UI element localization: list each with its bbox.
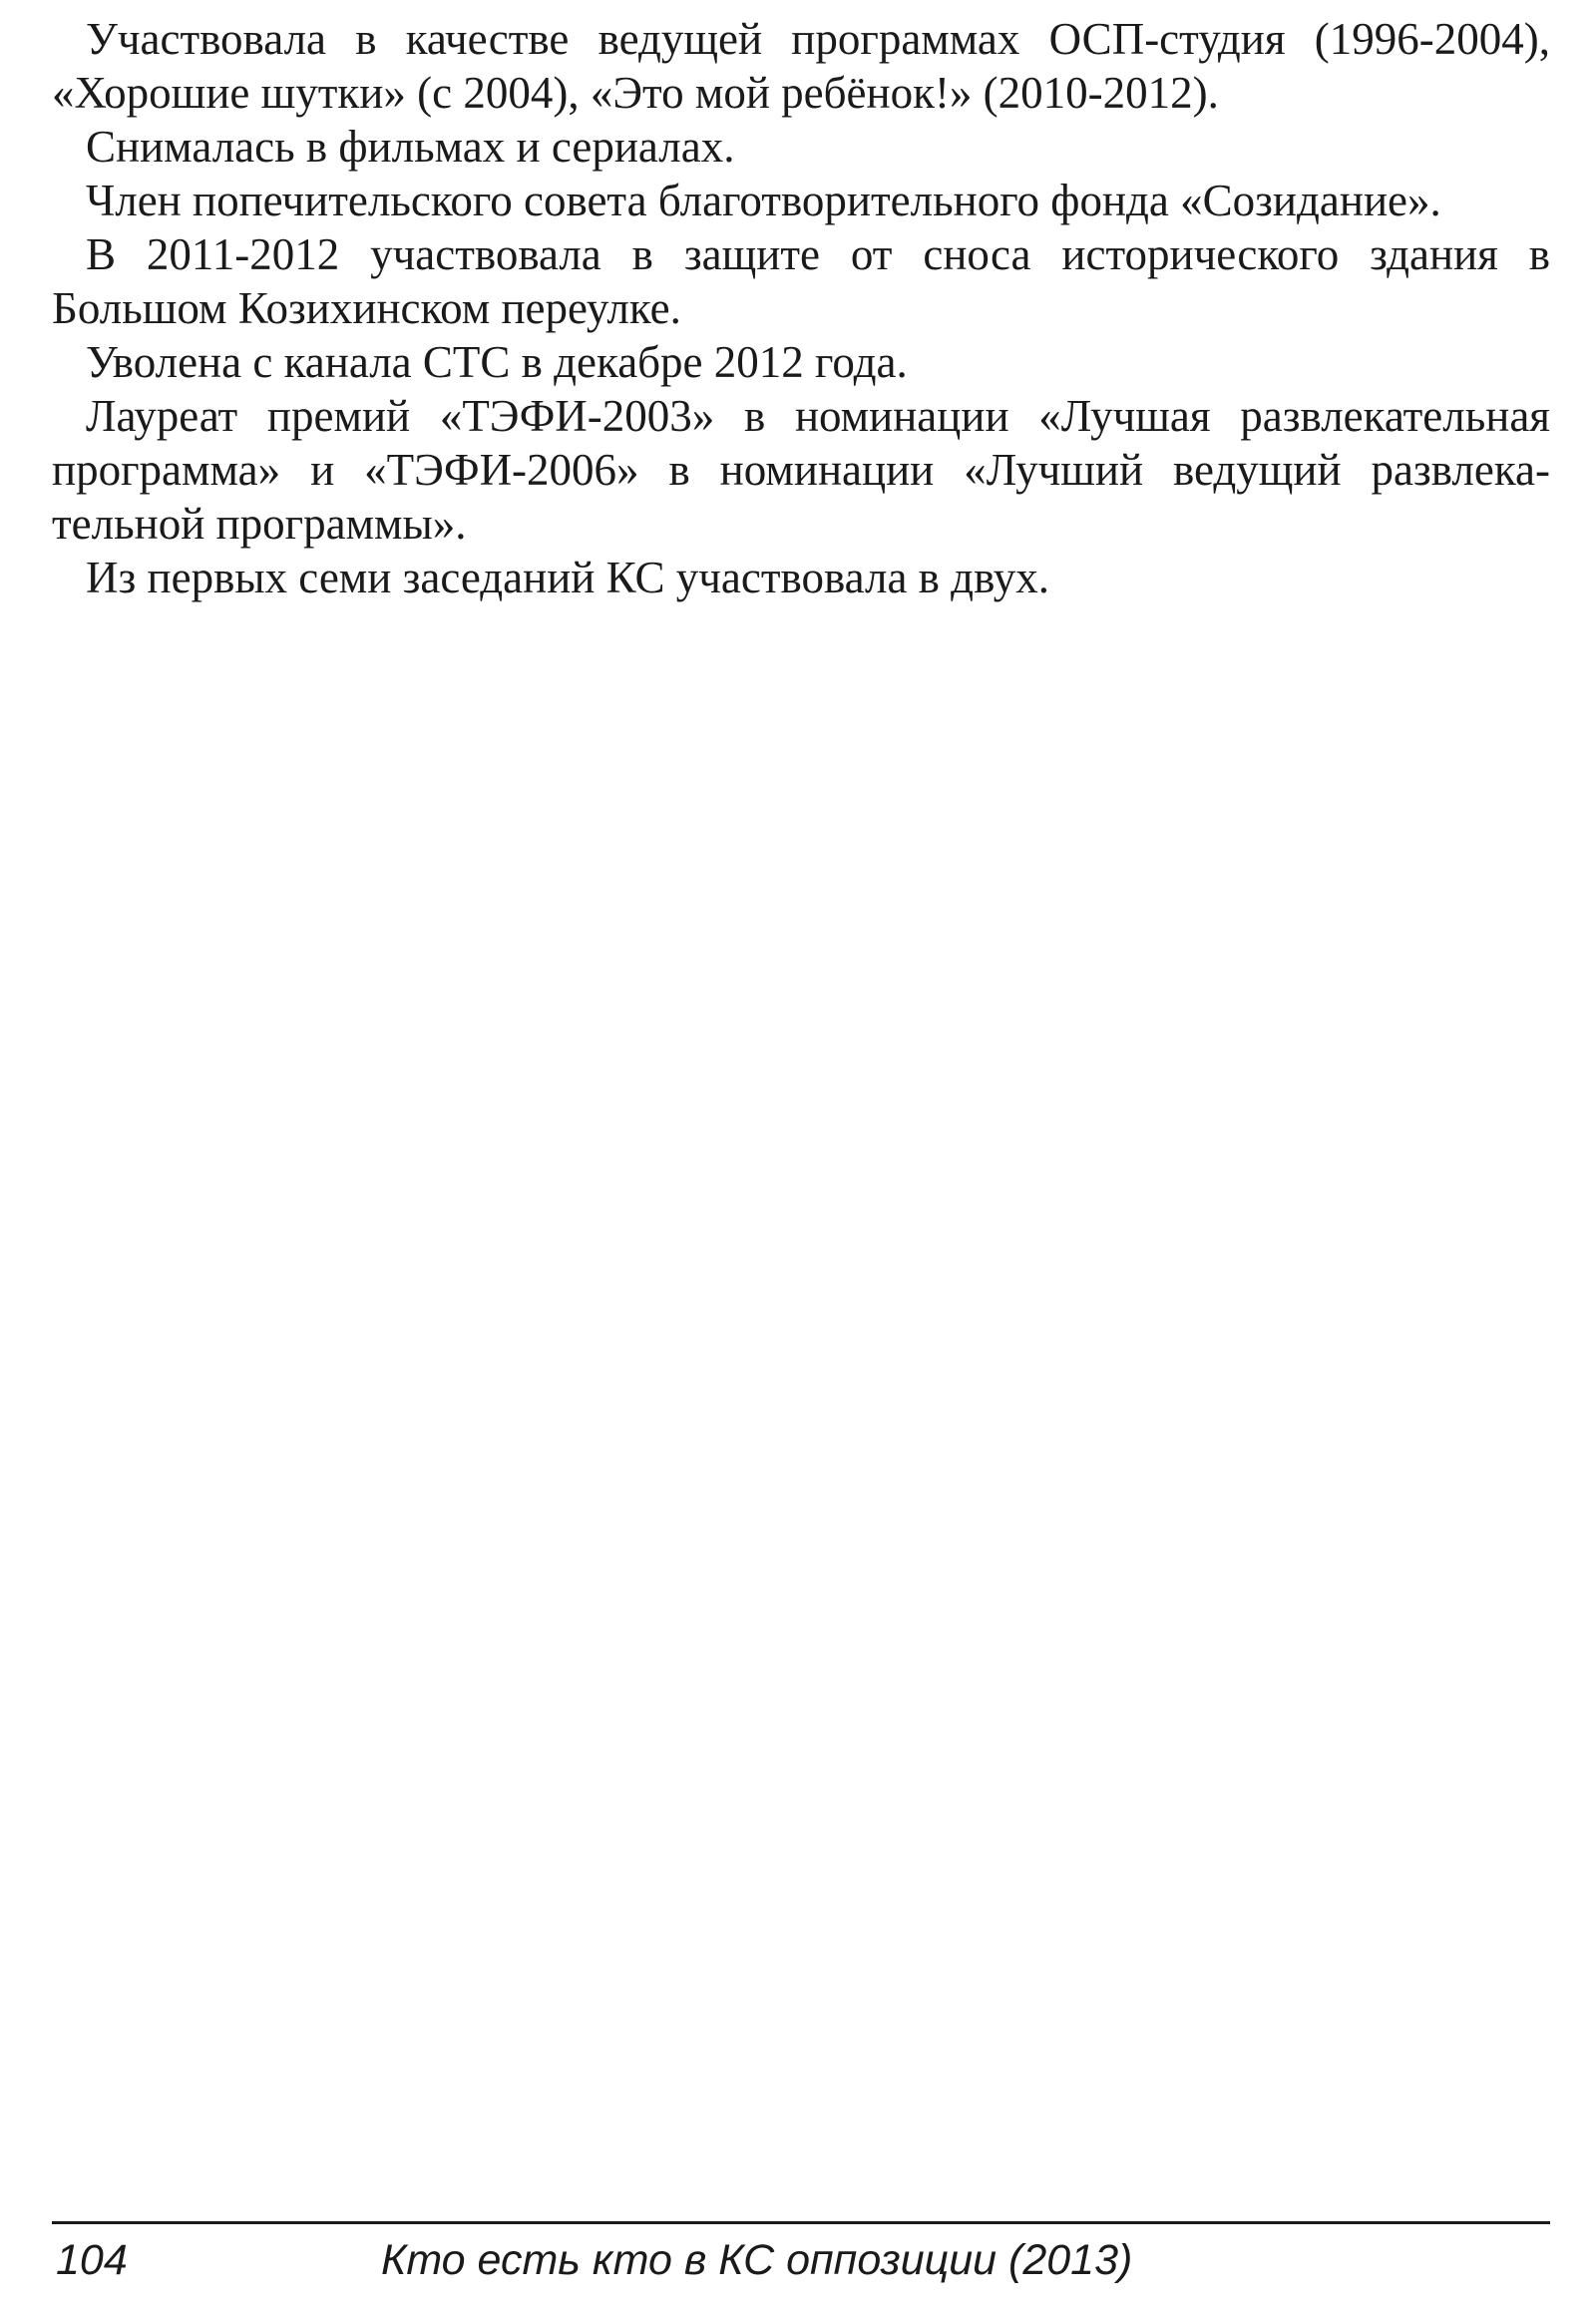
paragraph-attendance: Из первых семи заседаний КС участвовала в двух.	[86, 553, 1050, 602]
document-body	[52, 12, 1550, 604]
paragraph-foundation: Член попечительского совета благотворительного фонда «Созидание».	[86, 176, 1441, 225]
paragraph-preservation: В 2011-2012 участвовала в защите от сноса исторического здания в Большом Козихинском переулке.	[52, 229, 1550, 333]
paragraph-dismissal: Уволена с канала СТС в декабре 2012 года.	[86, 337, 908, 387]
paragraph-hosting: Участвовала в качестве ведущей программах ОСП-студия (1996-2004), «Хорошие шутки» (с 2004), «Это мой ребёнок!» (2010-2012).	[52, 14, 1550, 118]
running-title: Кто есть кто в КС оппозиции (2013)	[381, 2236, 1133, 2284]
page-number: 104	[56, 2236, 128, 2284]
paragraph-films: Снималась в фильмах и сериалах.	[86, 122, 735, 172]
paragraph-awards: Лауреат премий «ТЭФИ-2003» в номинации «Лучшая развлекательная программа» и «ТЭФИ-2006» в номинации «Лучший ведущий развлекательной программы».	[52, 391, 1550, 549]
footer-divider	[52, 2221, 1550, 2224]
page-footer	[52, 2230, 1550, 2290]
